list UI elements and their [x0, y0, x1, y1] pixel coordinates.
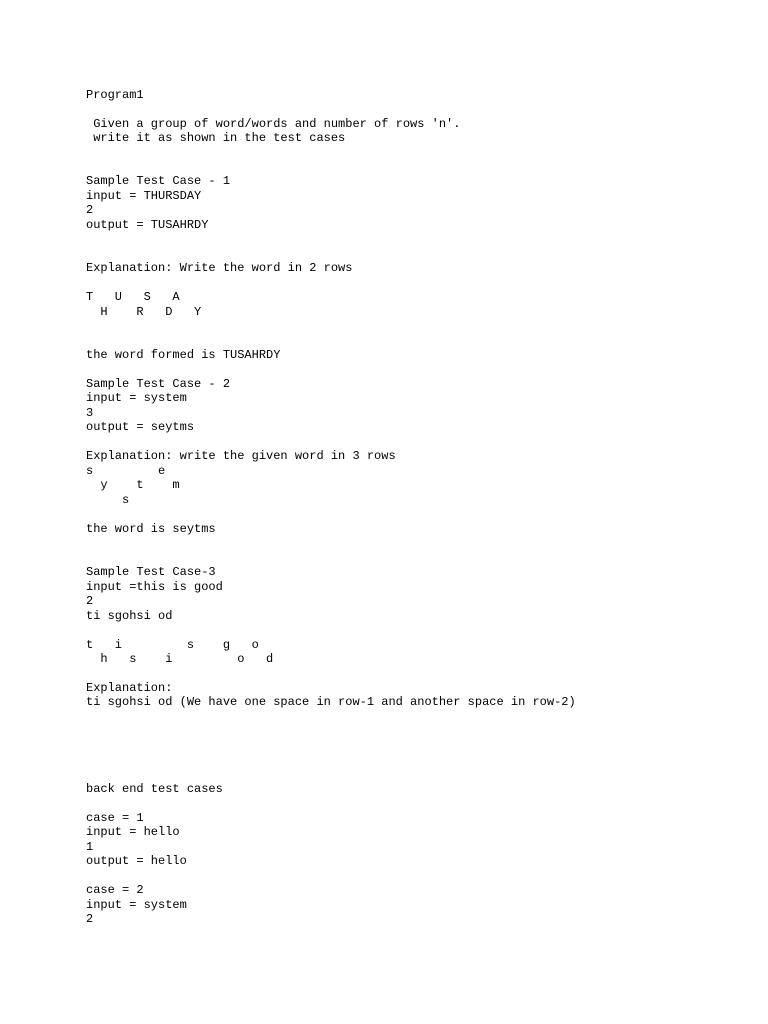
explanation-line: Explanation: Write the word in 2 rows	[86, 261, 353, 275]
problem-statement-line: Given a group of word/words and number of rows 'n'.	[86, 117, 461, 131]
test-case-output: output = TUSAHRDY	[86, 218, 209, 232]
test-case-input: input = system	[86, 391, 187, 405]
explanation-line: ti sgohsi od (We have one space in row-1 and another space in row-2)	[86, 695, 576, 709]
zigzag-row: t i s g o	[86, 638, 259, 652]
program-title: Program1	[86, 88, 144, 102]
section-heading: back end test cases	[86, 782, 223, 796]
zigzag-row: H R D Y	[86, 305, 202, 319]
test-case-output: output = seytms	[86, 420, 195, 434]
backend-case-output: output = hello	[86, 854, 187, 868]
test-case-heading: Sample Test Case - 1	[86, 174, 231, 188]
test-case-rows: 3	[86, 406, 94, 420]
explanation-line: Explanation: write the given word in 3 rows	[86, 449, 396, 463]
zigzag-row: h s i o d	[86, 652, 274, 666]
backend-case-rows: 2	[86, 912, 94, 926]
zigzag-row: y t m	[86, 478, 180, 492]
explanation-label: Explanation:	[86, 681, 173, 695]
backend-case-input: input = system	[86, 898, 187, 912]
explanation-result: the word is seytms	[86, 522, 216, 536]
backend-case-label: case = 1	[86, 811, 144, 825]
backend-case-label: case = 2	[86, 883, 144, 897]
test-case-rows: 2	[86, 203, 94, 217]
test-case-output: ti sgohsi od	[86, 609, 173, 623]
zigzag-row: s	[86, 493, 130, 507]
zigzag-row: T U S A	[86, 290, 180, 304]
test-case-heading: Sample Test Case-3	[86, 565, 216, 579]
test-case-input: input = THURSDAY	[86, 189, 202, 203]
backend-case-input: input = hello	[86, 825, 180, 839]
zigzag-row: s e	[86, 464, 166, 478]
test-case-heading: Sample Test Case - 2	[86, 377, 231, 391]
test-case-rows: 2	[86, 594, 94, 608]
backend-case-rows: 1	[86, 840, 94, 854]
explanation-result: the word formed is TUSAHRDY	[86, 348, 281, 362]
problem-statement-line: write it as shown in the test cases	[86, 131, 346, 145]
test-case-input: input =this is good	[86, 580, 223, 594]
